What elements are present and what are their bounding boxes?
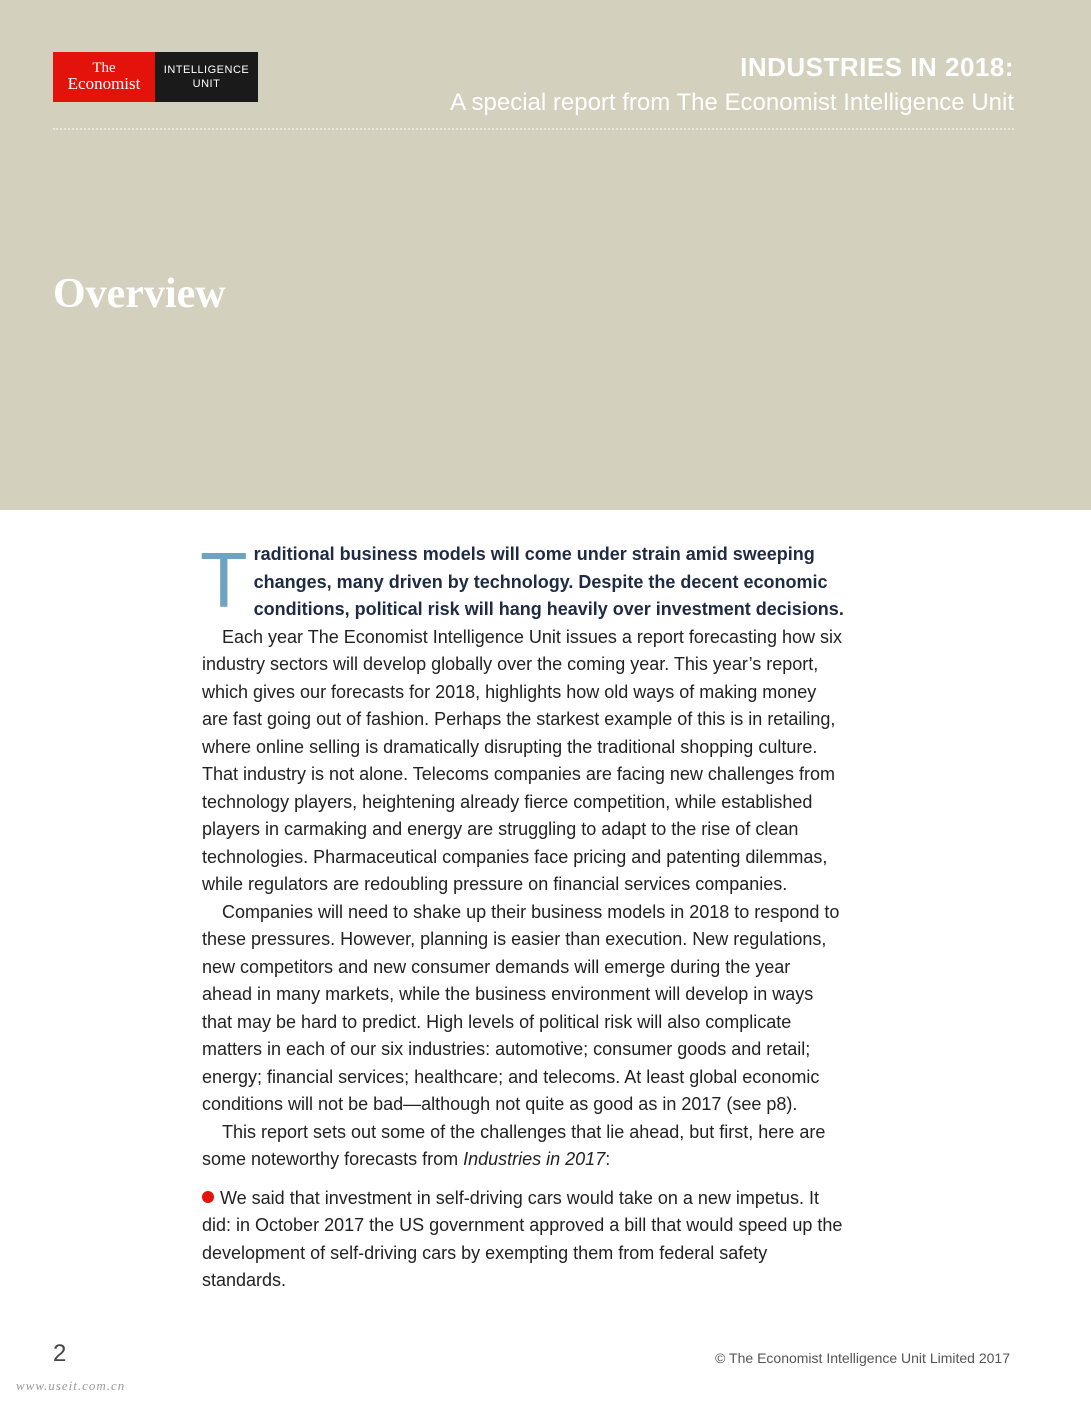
- bullet-dot-icon: [202, 1191, 214, 1203]
- dotted-divider: [53, 128, 1014, 130]
- watermark: www.useit.com.cn: [16, 1378, 126, 1393]
- page-title: Overview: [53, 271, 226, 317]
- paragraph-1: Each year The Economist Intelligence Unit issues a report forecasting how six industry sectors will develop globally over the coming year. This year’s report, which gives our forecasts for 2018, highlights how old ways of making money are fast going out of fashion. Perhaps the starkest example of this is in retailing, where online selling is dramatically disrupting the traditional shopping culture. That industry is not alone. Telecoms companies are facing new challenges from technology players, heightening already fierce competition, while established players in carmaking and energy are struggling to adapt to the rise of clean technologies. Pharmaceutical companies face pricing and patenting dilemmas, while regulators are redoubling pressure on financial services companies.: [202, 626, 842, 894]
- report-title: INDUSTRIES IN 2018:: [740, 52, 1014, 82]
- economist-logo: [53, 52, 155, 102]
- drop-cap: T: [200, 536, 248, 624]
- publication-title: Industries in 2017: [463, 1149, 606, 1169]
- copyright-notice: © The Economist Intelligence Unit Limited 2017: [715, 1350, 1010, 1366]
- article-body: [200, 536, 844, 1295]
- economist-intelligence-unit-logo: [53, 52, 258, 102]
- logo-word-the: The: [92, 60, 116, 76]
- report-subtitle: A special report from The Economist Intelligence Unit: [450, 89, 1014, 116]
- bullet-text: We said that investment in self-driving cars would take on a new impetus. It did: in October 2017 the US government approved a bill that would speed up the development of self-driving cars by exempting them from federal safety standards.: [202, 1187, 843, 1290]
- page-number: 2: [53, 1340, 67, 1367]
- intelligence-unit-badge: [155, 52, 258, 102]
- lead-paragraph: raditional business models will come under strain amid sweeping changes, many driven by technology. Despite the decent economic conditions, political risk will hang heavily over investment decisions.: [253, 544, 844, 619]
- logo-word-economist: Economist: [67, 74, 141, 93]
- hero-banner: [0, 0, 1091, 510]
- paragraph-3: [202, 1119, 844, 1174]
- paragraph-3-end: :: [605, 1149, 611, 1169]
- logo-word-unit: UNIT: [192, 78, 221, 90]
- logo-word-intelligence: INTELLIGENCE: [163, 64, 250, 76]
- bullet-item: [202, 1185, 844, 1295]
- paragraph-2: Companies will need to shake up their business models in 2018 to respond to these pressures. However, planning is easier than execution. New regulations, new competitors and new consumer demands will emerge during the year ahead in many markets, while the business environment will develop in ways that may be hard to predict. High levels of political risk will also complicate matters in each of our six industries: automotive; consumer goods and retail; energy; financial services; healthcare; and telecoms. At least global economic conditions will not be bad—although not quite as good as in 2017 (see p8).: [202, 901, 840, 1114]
- paragraph-3-text: This report sets out some of the challenges that lie ahead, but first, here are some noteworthy forecasts from: [202, 1121, 826, 1169]
